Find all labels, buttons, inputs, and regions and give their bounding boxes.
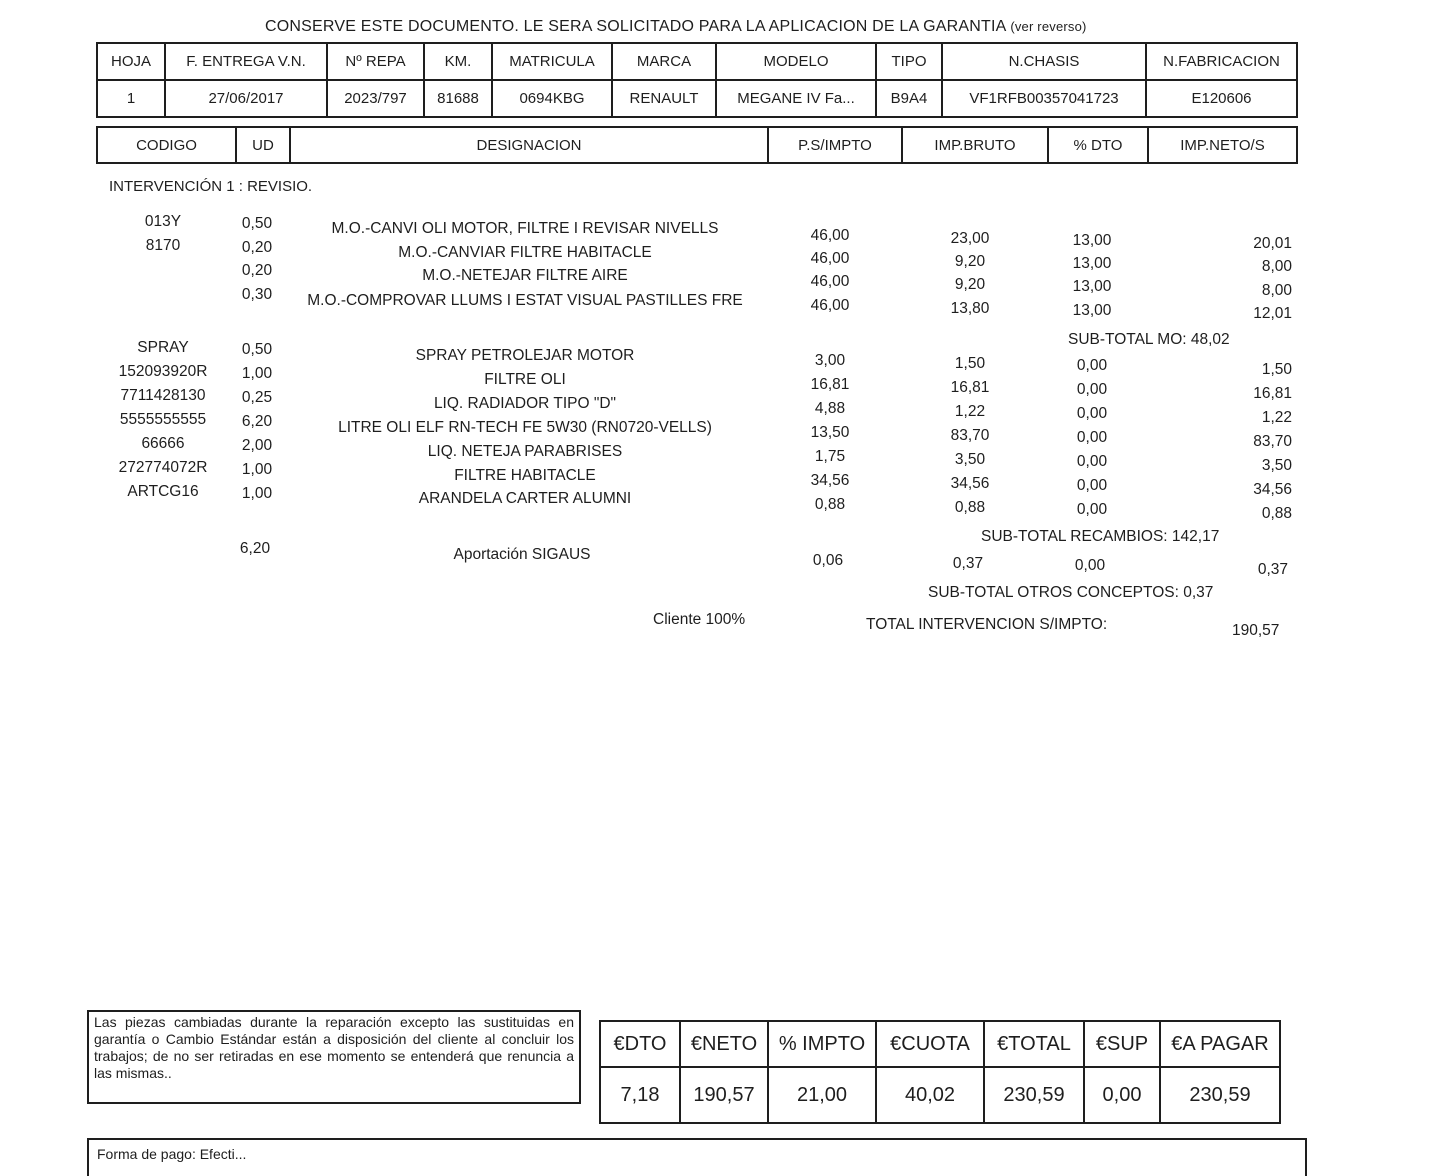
item-code: 8170	[145, 237, 181, 254]
manufacture-value: E120606	[1146, 80, 1297, 117]
discount-amount: 7,18	[600, 1067, 680, 1123]
item-net: 16,81	[1253, 385, 1292, 402]
item-gross: 9,20	[954, 253, 986, 270]
item-price: 16,81	[810, 376, 850, 393]
item-desc: SPRAY PETROLEJAR MOTOR	[415, 347, 635, 364]
item-ud: 1,00	[241, 485, 273, 502]
item-ud: 2,00	[241, 437, 273, 454]
item-desc: LIQ. NETEJA PARABRISES	[427, 443, 623, 460]
brand-value: RENAULT	[612, 80, 716, 117]
vehicle-header-cell: TIPO	[876, 43, 942, 80]
item-gross: 34,56	[950, 475, 990, 492]
totals-header: €DTO	[600, 1021, 680, 1067]
total-intervention-value: 190,57	[1232, 622, 1280, 639]
item-code: 7711428130	[120, 387, 206, 404]
item-desc: LIQ. RADIADOR TIPO "D"	[433, 395, 617, 412]
item-dto: 0,00	[1076, 429, 1108, 446]
vehicle-info-table	[96, 42, 1298, 118]
item-price: 4,88	[814, 400, 846, 417]
item-price: 0,88	[814, 496, 846, 513]
item-net: 34,56	[1253, 481, 1292, 498]
totals-header-row	[600, 1021, 1280, 1067]
column-header: IMP.NETO/S	[1148, 127, 1297, 163]
item-desc: ARANDELA CARTER ALUMNI	[418, 490, 632, 507]
item-ud: 1,00	[241, 461, 273, 478]
chassis-value: VF1RFB00357041723	[942, 80, 1146, 117]
lines-header-row	[97, 127, 1297, 163]
item-price: 0,06	[812, 552, 844, 569]
item-gross: 9,20	[954, 276, 986, 293]
item-price: 46,00	[810, 227, 850, 244]
totals-header: €SUP	[1084, 1021, 1160, 1067]
total-intervention-label: TOTAL INTERVENCION S/IMPTO:	[866, 616, 1108, 633]
item-desc: M.O.-CANVI OLI MOTOR, FILTRE I REVISAR NIVELLS	[331, 220, 719, 237]
subtotal-other: SUB-TOTAL OTROS CONCEPTOS: 0,37	[928, 584, 1214, 601]
column-header: CODIGO	[97, 127, 236, 163]
item-gross: 3,50	[954, 451, 986, 468]
item-gross: 16,81	[950, 379, 990, 396]
subtotal-parts: SUB-TOTAL RECAMBIOS: 142,17	[981, 528, 1220, 545]
item-price: 46,00	[810, 273, 850, 290]
item-net: 8,00	[1261, 282, 1292, 299]
client-share: Cliente 100%	[653, 611, 746, 628]
column-header: % DTO	[1048, 127, 1148, 163]
amount-to-pay: 230,59	[1160, 1067, 1280, 1123]
item-net: 0,88	[1261, 505, 1292, 522]
totals-value-row	[600, 1067, 1280, 1123]
net-amount: 190,57	[680, 1067, 768, 1123]
item-net: 8,00	[1261, 258, 1292, 275]
notice-text: CONSERVE ESTE DOCUMENTO. LE SERA SOLICITADO PARA LA APLICACION DE LA GARANTIA	[265, 18, 1006, 35]
item-code: 272774072R	[118, 459, 208, 476]
item-ud: 1,00	[241, 365, 273, 382]
item-desc: M.O.-CANVIAR FILTRE HABITACLE	[398, 244, 652, 261]
item-net: 20,01	[1253, 235, 1292, 252]
item-gross: 0,88	[954, 499, 986, 516]
item-dto: 0,00	[1076, 453, 1108, 470]
payment-method-box	[87, 1138, 1307, 1176]
terms-notice: Las piezas cambiadas durante la reparación excepto las sustituidas en garantía o Cambio Estándar están a disposición del cliente al concluir los trabajos; de no ser retiradas en ese momento se entenderá que renuncia a las mismas..	[87, 1010, 581, 1104]
item-price: 46,00	[810, 297, 850, 314]
item-gross: 23,00	[950, 230, 990, 247]
item-dto: 13,00	[1072, 232, 1112, 249]
column-header: UD	[236, 127, 290, 163]
totals-header: % IMPTO	[768, 1021, 876, 1067]
item-code: 66666	[141, 435, 185, 452]
plate-value: 0694KBG	[492, 80, 612, 117]
item-desc: FILTRE HABITACLE	[454, 467, 596, 484]
item-dto: 0,00	[1074, 557, 1106, 574]
vehicle-header-cell: KM.	[424, 43, 492, 80]
item-desc: M.O.-COMPROVAR LLUMS I ESTAT VISUAL PASTILLES FRE	[307, 292, 743, 309]
item-dto: 13,00	[1072, 278, 1112, 295]
item-dto: 13,00	[1072, 255, 1112, 272]
item-dto: 13,00	[1072, 302, 1112, 319]
warranty-notice	[265, 18, 1087, 36]
item-ud: 0,20	[241, 239, 273, 256]
tax-percent: 21,00	[768, 1067, 876, 1123]
item-net: 1,22	[1261, 409, 1292, 426]
totals-header: €TOTAL	[984, 1021, 1084, 1067]
totals-table	[599, 1020, 1281, 1124]
vehicle-header-row	[97, 43, 1297, 80]
tax-amount: 40,02	[876, 1067, 984, 1123]
item-net: 0,37	[1257, 561, 1288, 578]
item-dto: 0,00	[1076, 405, 1108, 422]
lines-header-table	[96, 126, 1298, 164]
item-price: 34,56	[810, 472, 850, 489]
km-value: 81688	[424, 80, 492, 117]
item-desc: M.O.-NETEJAR FILTRE AIRE	[422, 267, 628, 284]
item-desc: FILTRE OLI	[484, 371, 566, 388]
item-net: 1,50	[1261, 361, 1292, 378]
item-dto: 0,00	[1076, 477, 1108, 494]
vehicle-header-cell: MATRICULA	[492, 43, 612, 80]
item-price: 46,00	[810, 250, 850, 267]
vehicle-header-cell: N.FABRICACION	[1146, 43, 1297, 80]
vehicle-header-cell: MARCA	[612, 43, 716, 80]
column-header: IMP.BRUTO	[902, 127, 1048, 163]
item-price: 3,00	[814, 352, 846, 369]
item-code: ARTCG16	[127, 483, 199, 500]
item-desc: Aportación SIGAUS	[453, 546, 591, 563]
totals-header: €A PAGAR	[1160, 1021, 1280, 1067]
totals-header: €CUOTA	[876, 1021, 984, 1067]
item-ud: 0,50	[241, 341, 273, 358]
item-ud: 0,25	[241, 389, 273, 406]
sheet-value: 1	[97, 80, 165, 117]
item-gross: 0,37	[952, 555, 984, 572]
item-gross: 1,22	[954, 403, 986, 420]
item-code: 013Y	[144, 213, 182, 230]
item-gross: 83,70	[950, 427, 990, 444]
item-dto: 0,00	[1076, 357, 1108, 374]
item-net: 12,01	[1253, 305, 1292, 322]
item-code: 5555555555	[119, 411, 207, 428]
supplement-amount: 0,00	[1084, 1067, 1160, 1123]
type-value: B9A4	[876, 80, 942, 117]
column-header: DESIGNACION	[290, 127, 768, 163]
item-net: 3,50	[1261, 457, 1292, 474]
notice-note: (ver reverso)	[1010, 19, 1087, 34]
model-value: MEGANE IV Fa...	[716, 80, 876, 117]
payment-method: Forma de pago: Efecti...	[97, 1146, 247, 1162]
item-ud: 0,30	[241, 286, 273, 303]
item-price: 1,75	[814, 448, 846, 465]
vehicle-header-cell: HOJA	[97, 43, 165, 80]
item-ud: 6,20	[241, 413, 273, 430]
vehicle-header-cell: Nº REPA	[327, 43, 424, 80]
item-dto: 0,00	[1076, 381, 1108, 398]
item-gross: 1,50	[954, 355, 986, 372]
item-dto: 0,00	[1076, 501, 1108, 518]
item-net: 83,70	[1253, 433, 1292, 450]
item-desc: LITRE OLI ELF RN-TECH FE 5W30 (RN0720-VELLS)	[338, 419, 712, 436]
item-code: 152093920R	[118, 363, 208, 380]
total-amount: 230,59	[984, 1067, 1084, 1123]
totals-header: €NETO	[680, 1021, 768, 1067]
item-price: 13,50	[810, 424, 850, 441]
subtotal-labour: SUB-TOTAL MO: 48,02	[1068, 331, 1230, 348]
vehicle-value-row	[97, 80, 1297, 117]
vehicle-header-cell: F. ENTREGA V.N.	[165, 43, 327, 80]
column-header: P.S/IMPTO	[768, 127, 902, 163]
vehicle-header-cell: MODELO	[716, 43, 876, 80]
intervention-title: INTERVENCIÓN 1 : REVISIO.	[109, 178, 313, 195]
item-ud: 6,20	[239, 540, 271, 557]
vehicle-header-cell: N.CHASIS	[942, 43, 1146, 80]
item-gross: 13,80	[950, 300, 990, 317]
item-code: SPRAY	[137, 339, 189, 356]
delivery-date-value: 27/06/2017	[165, 80, 327, 117]
repair-number-value: 2023/797	[327, 80, 424, 117]
item-ud: 0,50	[241, 215, 273, 232]
item-ud: 0,20	[241, 262, 273, 279]
